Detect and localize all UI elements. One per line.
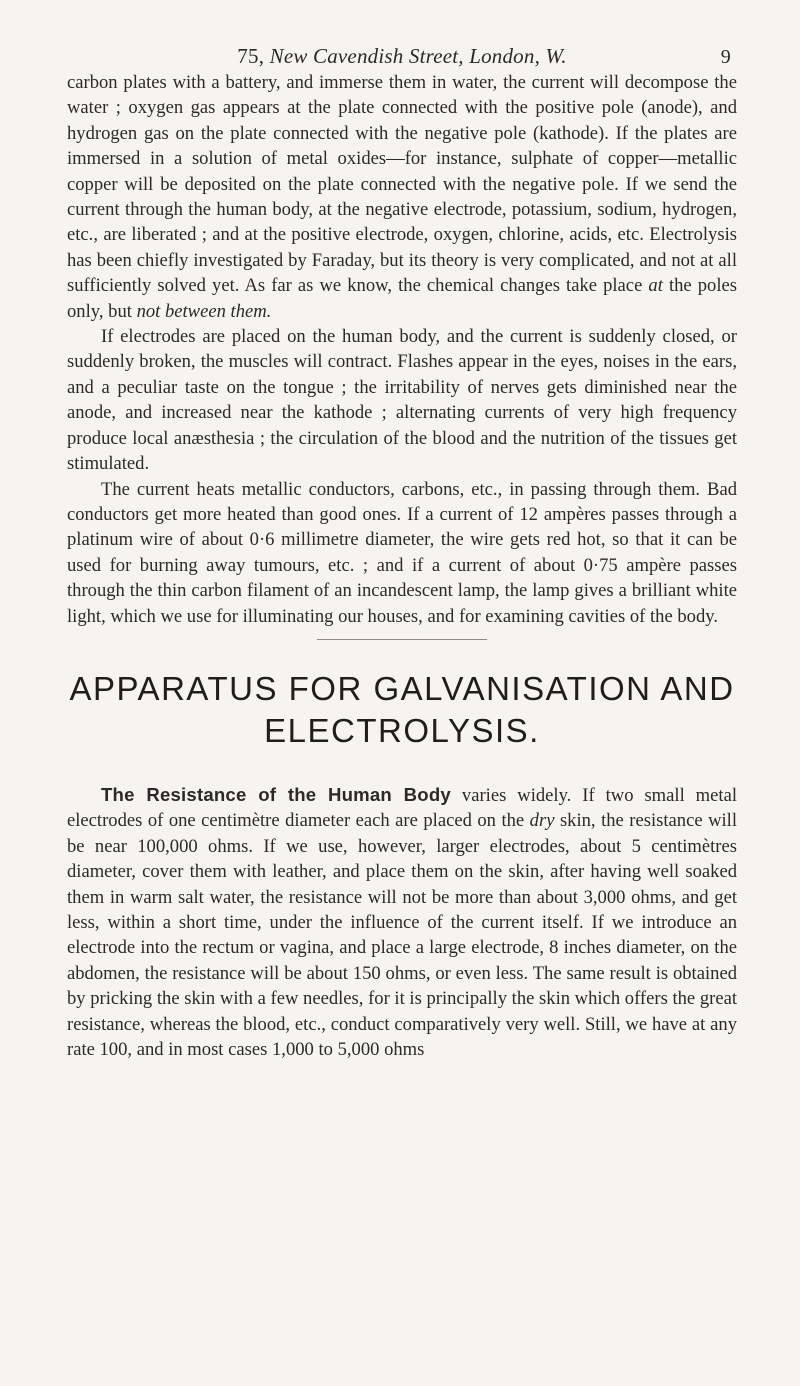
run-in-heading: The Resistance of the Human Body [101, 783, 451, 805]
header-page-prefix: 75, [237, 44, 265, 68]
emphasis-text: not between them. [136, 300, 272, 322]
emphasis-text: dry [529, 810, 555, 832]
section-heading-line: ELECTROLYSIS. [264, 711, 540, 749]
paragraph-electrolysis [67, 70, 737, 324]
section-heading [67, 668, 737, 752]
body-text [67, 70, 737, 629]
section-divider [317, 639, 487, 640]
header-address: New Cavendish Street, London, W. [269, 44, 567, 68]
page-number: 9 [720, 46, 731, 68]
emphasis-text: at [648, 275, 663, 297]
paragraph-heating-effects: The current heats metallic conductors, carbons, etc., in passing through them. Bad conductors get more heated than good ones. If a current of 12 ampères passes through a platinum wire of about 0·6 millimetre diameter, the wire gets red hot, so that it can be used for burning away tumours, etc. ; and if a current of about 0·75 ampère passes through the thin carbon filament of an incandescent lamp, the lamp gives a brilliant white light, which we use for illuminating our houses, and for examining cavities of the body. [67, 478, 737, 627]
running-head [67, 0, 737, 70]
paragraph-text: skin, the resistance will be near 100,000 ohms. If we use, however, larger electrodes, about 5 centimètres diameter, cover them with leather, and place them on the skin, after having well soaked them in warm salt water, the resistance will not be more than about 3,000 ohms, and get less, within a short time, under the influence of the current itself. If we introduce an electrode into the rectum or vagina, and place a large electrode, 8 inches diameter, on the abdomen, the resistance will be about 150 ohms, or even less. The same result is obtained by pricking the skin with a few needles, for it is principally the skin which offers the great resistance, whereas the blood, etc., conduct comparatively very well. Still, we have at any rate 100, and in most cases 1,000 to 5,000 ohms [67, 810, 737, 1060]
paragraph-resistance [67, 782, 737, 1062]
paragraph-text: varies widely. If two small metal electrodes of one centimètre diameter each are placed on the [67, 784, 737, 832]
paragraph-text: carbon plates with a battery, and immerse them in water, the current will decompose the water ; oxygen gas appears at the plate connected with the positive pole (anode), and hydrogen gas on the plate connected with the negative pole (kathode). If the plates are immersed in a solution of metal oxides—for instance, sulphate of copper—metallic copper will be deposited on the plate connected with the negative pole. If we send the current through the human body, at the negative electrode, potassium, sodium, hydrogen, etc., are liberated ; and at the positive electrode, oxygen, chlorine, acids, etc. Electrolysis has been chiefly investigated by Faraday, but its theory is very complicated, and not at all sufficiently solved yet. As far as we know, the chemical changes take place [67, 72, 737, 297]
section-body [67, 782, 737, 1062]
paragraph-physiological-effects: If electrodes are placed on the human body, and the current is suddenly closed, or suddenly broken, the muscles will contract. Flashes appear in the eyes, noises in the ears, and a peculiar taste on the tongue ; the irritability of nerves gets diminished near the anode, and increased near the kathode ; alternating currents of very high frequency produce local anæsthesia ; the circulation of the blood and the nutrition of the tissues get stimulated. [67, 326, 737, 475]
section-heading-line: APPARATUS FOR GALVANISATION AND [69, 669, 735, 707]
paragraph-text: the poles only, but [67, 275, 738, 322]
